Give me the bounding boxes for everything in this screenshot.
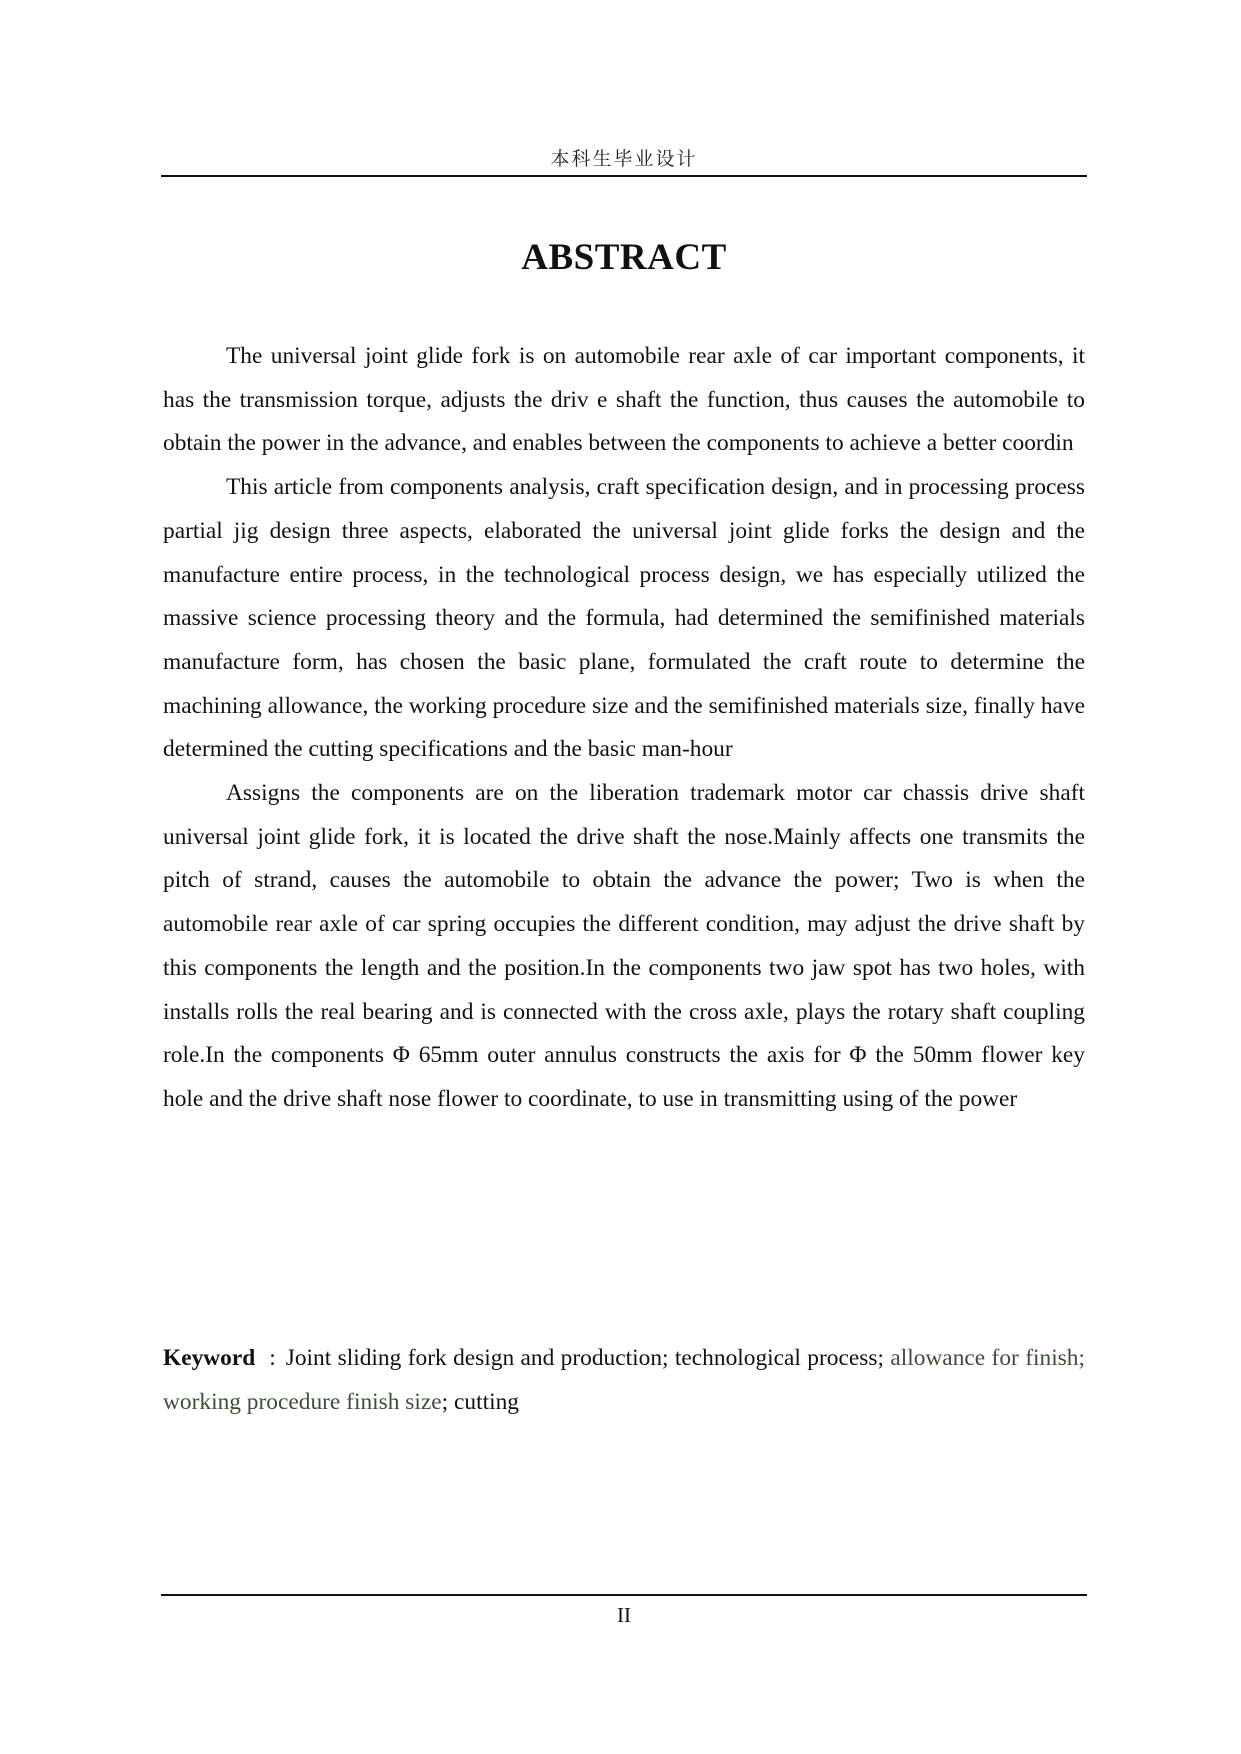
running-header: 本科生毕业设计 [550, 148, 698, 170]
keywords-part-3: ; cutting [441, 1388, 519, 1415]
keywords-part-2-highlight: allowance for finish; working procedure finish size [163, 1345, 1085, 1415]
abstract-body [163, 335, 1085, 1122]
keywords-label: Keyword [163, 1345, 256, 1371]
header-rule [161, 175, 1087, 177]
page-number: II [617, 1603, 631, 1627]
keywords-part-1: Joint sliding fork design and production; technological process; [285, 1345, 891, 1371]
abstract-paragraph-1: The universal joint glide fork is on automobile rear axle of car important components, it has the transmission torque, adjusts the driv e shaft the function, thus causes the automobile to obtain the power in the advance, and enables between the components to achieve a better coordin [163, 343, 1085, 457]
abstract-title: ABSTRACT [521, 237, 727, 278]
abstract-paragraph-3: Assigns the components are on the liberation trademark motor car chassis drive shaft universal joint glide fork, it is located the drive shaft the nose.Mainly affects one transmits the pitch of strand, causes the automobile to obtain the advance the power; Two is when the automobile rear axle of car spring occupies the different condition, may adjust the drive shaft by this components the length and the position.In the components two jaw spot has two holes, with installs rolls the real bearing and is connected with the cross axle, plays the rotary shaft coupling role.In the components Φ 65mm outer annulus constructs the axis for Φ the 50mm flower key hole and the drive shaft nose flower to coordinate, to use in transmitting using of the power [163, 780, 1085, 1112]
abstract-paragraph-2: This article from components analysis, craft specification design, and in processing process partial jig design three aspects, elaborated the universal joint glide forks the design and the manufacture entire process, in the technological process design, we has especially utilized the massive science processing theory and the formula, had determined the semifinished materials manufacture form, has chosen the basic plane, formulated the craft route to determine the machining allowance, the working procedure size and the semifinished materials size, finally have determined the cutting specifications and the basic man-hour [163, 474, 1085, 763]
keywords-line [163, 1337, 1085, 1424]
footer-rule [161, 1594, 1087, 1596]
keywords-separator: : [269, 1345, 276, 1371]
